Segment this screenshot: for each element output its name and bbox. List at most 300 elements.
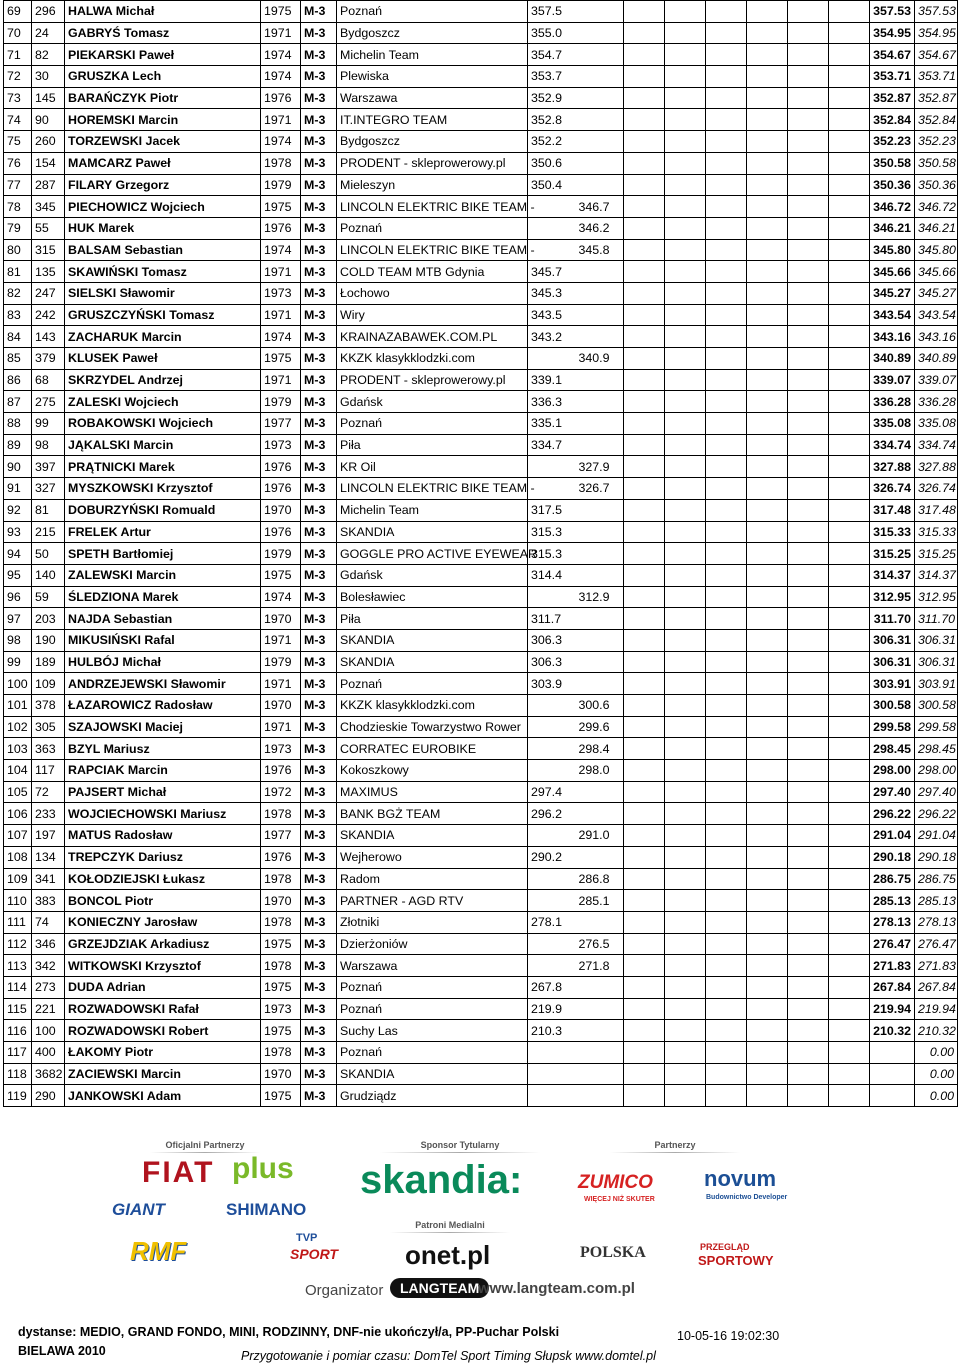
number-cell: 99 xyxy=(32,413,65,435)
empty-cell xyxy=(788,217,829,239)
year-cell: 1974 xyxy=(261,586,301,608)
result-cell: 355.0 xyxy=(528,22,576,44)
empty-cell xyxy=(829,911,870,933)
table-row xyxy=(4,825,958,847)
result-alt-cell xyxy=(576,998,624,1020)
result-cell: 350.6 xyxy=(528,152,576,174)
empty-cell xyxy=(624,326,665,348)
year-cell: 1975 xyxy=(261,976,301,998)
name-cell: PIEKARSKI Paweł xyxy=(65,44,261,66)
number-cell: 215 xyxy=(32,521,65,543)
result-cell xyxy=(528,955,576,977)
place-cell: 112 xyxy=(4,933,32,955)
empty-cell xyxy=(624,781,665,803)
final-cell: 357.53 xyxy=(915,1,958,23)
place-cell: 94 xyxy=(4,543,32,565)
table-row xyxy=(4,131,958,153)
empty-cell xyxy=(788,825,829,847)
empty-cell xyxy=(706,152,747,174)
result-alt-cell xyxy=(576,304,624,326)
result-alt-cell xyxy=(576,131,624,153)
table-row xyxy=(4,152,958,174)
empty-cell xyxy=(624,413,665,435)
year-cell: 1973 xyxy=(261,738,301,760)
year-cell: 1970 xyxy=(261,890,301,912)
empty-cell xyxy=(665,1085,706,1107)
table-row xyxy=(4,217,958,239)
club-cell: Plewiska xyxy=(337,66,528,88)
name-cell: ROZWADOWSKI Robert xyxy=(65,1020,261,1042)
empty-cell xyxy=(665,261,706,283)
result-alt-cell xyxy=(576,391,624,413)
empty-cell xyxy=(747,673,788,695)
result-alt-cell: 291.0 xyxy=(576,825,624,847)
empty-cell xyxy=(706,716,747,738)
empty-cell xyxy=(747,695,788,717)
empty-cell xyxy=(665,825,706,847)
place-cell: 89 xyxy=(4,434,32,456)
empty-cell xyxy=(665,413,706,435)
empty-cell xyxy=(624,586,665,608)
empty-cell xyxy=(788,521,829,543)
empty-cell xyxy=(747,261,788,283)
club-cell: KKZK klasykklodzki.com xyxy=(337,348,528,370)
number-cell: 90 xyxy=(32,109,65,131)
result-cell xyxy=(528,196,576,218)
empty-cell xyxy=(829,760,870,782)
number-cell: 98 xyxy=(32,434,65,456)
result-cell xyxy=(528,1085,576,1107)
empty-cell xyxy=(788,716,829,738)
empty-cell xyxy=(788,933,829,955)
result-cell: 354.7 xyxy=(528,44,576,66)
table-row xyxy=(4,348,958,370)
result-alt-cell xyxy=(576,434,624,456)
empty-cell xyxy=(788,152,829,174)
empty-cell xyxy=(788,976,829,998)
empty-cell xyxy=(706,44,747,66)
year-cell: 1975 xyxy=(261,564,301,586)
category-cell: M-3 xyxy=(301,326,337,348)
empty-cell xyxy=(829,66,870,88)
empty-cell xyxy=(747,369,788,391)
empty-cell xyxy=(706,1063,747,1085)
empty-cell xyxy=(665,586,706,608)
rmf-logo: RMF xyxy=(130,1236,187,1266)
total-cell: 312.95 xyxy=(870,586,915,608)
club-cell: SKANDIA xyxy=(337,825,528,847)
place-cell: 116 xyxy=(4,1020,32,1042)
empty-cell xyxy=(747,109,788,131)
empty-cell xyxy=(665,564,706,586)
club-cell: Bydgoszcz xyxy=(337,22,528,44)
empty-cell xyxy=(624,1,665,23)
final-cell: 350.58 xyxy=(915,152,958,174)
table-row xyxy=(4,22,958,44)
footer-credits: Przygotowanie i pomiar czasu: DomTel Sport Timing Słupsk www.domtel.pl xyxy=(241,1349,656,1363)
empty-cell xyxy=(829,456,870,478)
year-cell: 1978 xyxy=(261,868,301,890)
empty-cell xyxy=(665,239,706,261)
place-cell: 96 xyxy=(4,586,32,608)
result-alt-cell xyxy=(576,261,624,283)
name-cell: KOŁODZIEJSKI Łukasz xyxy=(65,868,261,890)
empty-cell xyxy=(747,586,788,608)
empty-cell xyxy=(788,87,829,109)
category-cell: M-3 xyxy=(301,1042,337,1064)
table-row xyxy=(4,673,958,695)
club-cell: Mieleszyn xyxy=(337,174,528,196)
final-cell: 343.16 xyxy=(915,326,958,348)
number-cell: 273 xyxy=(32,976,65,998)
place-cell: 76 xyxy=(4,152,32,174)
empty-cell xyxy=(665,499,706,521)
name-cell: SIELSKI Sławomir xyxy=(65,282,261,304)
result-cell xyxy=(528,1063,576,1085)
table-row xyxy=(4,1042,958,1064)
total-cell: 335.08 xyxy=(870,413,915,435)
number-cell: 363 xyxy=(32,738,65,760)
empty-cell xyxy=(706,521,747,543)
result-alt-cell: 346.2 xyxy=(576,217,624,239)
club-cell: Warszawa xyxy=(337,87,528,109)
club-cell: Warszawa xyxy=(337,955,528,977)
total-cell xyxy=(870,1085,915,1107)
table-row xyxy=(4,1020,958,1042)
category-cell: M-3 xyxy=(301,1,337,23)
table-row xyxy=(4,434,958,456)
result-cell: 297.4 xyxy=(528,781,576,803)
table-row xyxy=(4,44,958,66)
empty-cell xyxy=(788,695,829,717)
year-cell: 1970 xyxy=(261,695,301,717)
table-row xyxy=(4,976,958,998)
final-cell: 311.70 xyxy=(915,608,958,630)
empty-cell xyxy=(665,543,706,565)
year-cell: 1978 xyxy=(261,803,301,825)
result-alt-cell xyxy=(576,369,624,391)
category-cell: M-3 xyxy=(301,239,337,261)
total-cell: 315.33 xyxy=(870,521,915,543)
name-cell: ZACHARUK Marcin xyxy=(65,326,261,348)
empty-cell xyxy=(829,217,870,239)
result-alt-cell: 286.8 xyxy=(576,868,624,890)
empty-cell xyxy=(706,174,747,196)
club-cell: PARTNER - AGD RTV xyxy=(337,890,528,912)
total-cell: 303.91 xyxy=(870,673,915,695)
empty-cell xyxy=(829,326,870,348)
place-cell: 118 xyxy=(4,1063,32,1085)
final-cell: 314.37 xyxy=(915,564,958,586)
result-cell: 339.1 xyxy=(528,369,576,391)
table-row xyxy=(4,846,958,868)
empty-cell xyxy=(706,131,747,153)
results-body xyxy=(4,1,958,1107)
category-cell: M-3 xyxy=(301,499,337,521)
result-cell: 352.8 xyxy=(528,109,576,131)
number-cell: 74 xyxy=(32,911,65,933)
langteam-url: www.langteam.com.pl xyxy=(478,1280,635,1297)
final-cell: 300.58 xyxy=(915,695,958,717)
empty-cell xyxy=(665,955,706,977)
empty-cell xyxy=(829,109,870,131)
final-cell: 298.45 xyxy=(915,738,958,760)
empty-cell xyxy=(747,478,788,500)
table-row xyxy=(4,369,958,391)
number-cell: 190 xyxy=(32,629,65,651)
empty-cell xyxy=(788,781,829,803)
empty-cell xyxy=(665,174,706,196)
empty-cell xyxy=(747,955,788,977)
result-cell xyxy=(528,1042,576,1064)
empty-cell xyxy=(665,651,706,673)
name-cell: ZALEWSKI Marcin xyxy=(65,564,261,586)
final-cell: 340.89 xyxy=(915,348,958,370)
final-cell: 354.67 xyxy=(915,44,958,66)
empty-cell xyxy=(665,478,706,500)
sponsors-panel xyxy=(0,1120,960,1310)
empty-cell xyxy=(706,499,747,521)
empty-cell xyxy=(829,478,870,500)
category-cell: M-3 xyxy=(301,478,337,500)
empty-cell xyxy=(829,998,870,1020)
total-cell: 345.80 xyxy=(870,239,915,261)
empty-cell xyxy=(665,933,706,955)
empty-cell xyxy=(747,217,788,239)
number-cell: 117 xyxy=(32,760,65,782)
category-cell: M-3 xyxy=(301,348,337,370)
total-cell xyxy=(870,1042,915,1064)
empty-cell xyxy=(829,391,870,413)
empty-cell xyxy=(706,673,747,695)
result-cell: 306.3 xyxy=(528,651,576,673)
name-cell: JĄKALSKI Marcin xyxy=(65,434,261,456)
name-cell: GABRYŚ Tomasz xyxy=(65,22,261,44)
empty-cell xyxy=(665,803,706,825)
empty-cell xyxy=(706,478,747,500)
empty-cell xyxy=(706,586,747,608)
final-cell: 306.31 xyxy=(915,651,958,673)
empty-cell xyxy=(788,1042,829,1064)
empty-cell xyxy=(829,499,870,521)
total-cell: 353.71 xyxy=(870,66,915,88)
final-cell: 353.71 xyxy=(915,66,958,88)
empty-cell xyxy=(706,911,747,933)
empty-cell xyxy=(624,239,665,261)
table-row xyxy=(4,478,958,500)
category-cell: M-3 xyxy=(301,109,337,131)
place-cell: 84 xyxy=(4,326,32,348)
final-cell: 290.18 xyxy=(915,846,958,868)
number-cell: 143 xyxy=(32,326,65,348)
number-cell: 242 xyxy=(32,304,65,326)
empty-cell xyxy=(624,348,665,370)
year-cell: 1978 xyxy=(261,911,301,933)
empty-cell xyxy=(788,1020,829,1042)
empty-cell xyxy=(829,369,870,391)
table-row xyxy=(4,1063,958,1085)
name-cell: ŁAKOMY Piotr xyxy=(65,1042,261,1064)
empty-cell xyxy=(706,239,747,261)
empty-cell xyxy=(788,1,829,23)
name-cell: TORZEWSKI Jacek xyxy=(65,131,261,153)
final-cell: 276.47 xyxy=(915,933,958,955)
empty-cell xyxy=(665,695,706,717)
total-cell: 300.58 xyxy=(870,695,915,717)
polska-logo: POLSKA xyxy=(580,1244,646,1261)
empty-cell xyxy=(788,369,829,391)
empty-cell xyxy=(624,629,665,651)
table-row xyxy=(4,174,958,196)
empty-cell xyxy=(624,196,665,218)
final-cell: 352.23 xyxy=(915,131,958,153)
empty-cell xyxy=(624,933,665,955)
empty-cell xyxy=(829,629,870,651)
empty-cell xyxy=(624,152,665,174)
category-cell: M-3 xyxy=(301,413,337,435)
empty-cell xyxy=(665,911,706,933)
result-cell xyxy=(528,695,576,717)
empty-cell xyxy=(624,1085,665,1107)
name-cell: DUDA Adrian xyxy=(65,976,261,998)
empty-cell xyxy=(747,933,788,955)
empty-cell xyxy=(665,716,706,738)
category-cell: M-3 xyxy=(301,174,337,196)
result-cell xyxy=(528,586,576,608)
empty-cell xyxy=(788,348,829,370)
empty-cell xyxy=(706,87,747,109)
place-cell: 90 xyxy=(4,456,32,478)
result-cell: 336.3 xyxy=(528,391,576,413)
empty-cell xyxy=(747,651,788,673)
empty-cell xyxy=(829,738,870,760)
empty-cell xyxy=(747,196,788,218)
place-cell: 83 xyxy=(4,304,32,326)
result-alt-cell: 276.5 xyxy=(576,933,624,955)
empty-cell xyxy=(747,803,788,825)
result-alt-cell xyxy=(576,629,624,651)
empty-cell xyxy=(747,846,788,868)
table-row xyxy=(4,868,958,890)
table-row xyxy=(4,521,958,543)
final-cell: 271.83 xyxy=(915,955,958,977)
empty-cell xyxy=(829,955,870,977)
empty-cell xyxy=(747,564,788,586)
empty-cell xyxy=(624,261,665,283)
final-cell: 345.27 xyxy=(915,282,958,304)
empty-cell xyxy=(624,87,665,109)
empty-cell xyxy=(706,564,747,586)
result-alt-cell xyxy=(576,911,624,933)
place-cell: 98 xyxy=(4,629,32,651)
total-cell: 352.84 xyxy=(870,109,915,131)
number-cell: 50 xyxy=(32,543,65,565)
empty-cell xyxy=(747,152,788,174)
table-row xyxy=(4,629,958,651)
name-cell: HUK Marek xyxy=(65,217,261,239)
final-cell: 315.33 xyxy=(915,521,958,543)
category-cell: M-3 xyxy=(301,87,337,109)
empty-cell xyxy=(706,456,747,478)
total-cell: 339.07 xyxy=(870,369,915,391)
final-cell: 306.31 xyxy=(915,629,958,651)
empty-cell xyxy=(788,586,829,608)
empty-cell xyxy=(788,803,829,825)
year-cell: 1979 xyxy=(261,651,301,673)
tvp-sport-logo: SPORT xyxy=(290,1246,338,1262)
result-alt-cell: 299.6 xyxy=(576,716,624,738)
empty-cell xyxy=(829,434,870,456)
year-cell: 1976 xyxy=(261,521,301,543)
number-cell: 342 xyxy=(32,955,65,977)
club-cell: Złotniki xyxy=(337,911,528,933)
empty-cell xyxy=(665,1,706,23)
empty-cell xyxy=(747,868,788,890)
final-cell: 312.95 xyxy=(915,586,958,608)
result-cell: 315.3 xyxy=(528,521,576,543)
place-cell: 75 xyxy=(4,131,32,153)
year-cell: 1978 xyxy=(261,152,301,174)
club-cell: Bydgoszcz xyxy=(337,131,528,153)
empty-cell xyxy=(706,1085,747,1107)
empty-cell xyxy=(788,456,829,478)
year-cell: 1971 xyxy=(261,716,301,738)
result-cell: 353.7 xyxy=(528,66,576,88)
name-cell: ZACIEWSKI Marcin xyxy=(65,1063,261,1085)
name-cell: GRUSZCZYŃSKI Tomasz xyxy=(65,304,261,326)
place-cell: 115 xyxy=(4,998,32,1020)
empty-cell xyxy=(706,326,747,348)
total-cell: 345.66 xyxy=(870,261,915,283)
total-cell: 276.47 xyxy=(870,933,915,955)
number-cell: 72 xyxy=(32,781,65,803)
name-cell: TREPCZYK Dariusz xyxy=(65,846,261,868)
final-cell: 354.95 xyxy=(915,22,958,44)
club-cell: Michelin Team xyxy=(337,499,528,521)
total-cell: 315.25 xyxy=(870,543,915,565)
category-cell: M-3 xyxy=(301,434,337,456)
result-cell xyxy=(528,478,576,500)
final-cell: 315.25 xyxy=(915,543,958,565)
empty-cell xyxy=(788,651,829,673)
empty-cell xyxy=(706,304,747,326)
empty-cell xyxy=(747,239,788,261)
sportowy-logo: SPORTOWY xyxy=(698,1253,774,1268)
empty-cell xyxy=(747,1063,788,1085)
year-cell: 1974 xyxy=(261,44,301,66)
category-cell: M-3 xyxy=(301,890,337,912)
table-row xyxy=(4,803,958,825)
table-row xyxy=(4,998,958,1020)
empty-cell xyxy=(665,890,706,912)
empty-cell xyxy=(624,716,665,738)
empty-cell xyxy=(624,695,665,717)
empty-cell xyxy=(706,803,747,825)
empty-cell xyxy=(706,651,747,673)
total-cell: 354.67 xyxy=(870,44,915,66)
empty-cell xyxy=(665,152,706,174)
total-cell: 210.32 xyxy=(870,1020,915,1042)
year-cell: 1975 xyxy=(261,1085,301,1107)
empty-cell xyxy=(624,131,665,153)
result-alt-cell: 298.4 xyxy=(576,738,624,760)
result-alt-cell: 300.6 xyxy=(576,695,624,717)
empty-cell xyxy=(747,456,788,478)
result-alt-cell: 298.0 xyxy=(576,760,624,782)
place-cell: 114 xyxy=(4,976,32,998)
empty-cell xyxy=(624,456,665,478)
empty-cell xyxy=(788,434,829,456)
